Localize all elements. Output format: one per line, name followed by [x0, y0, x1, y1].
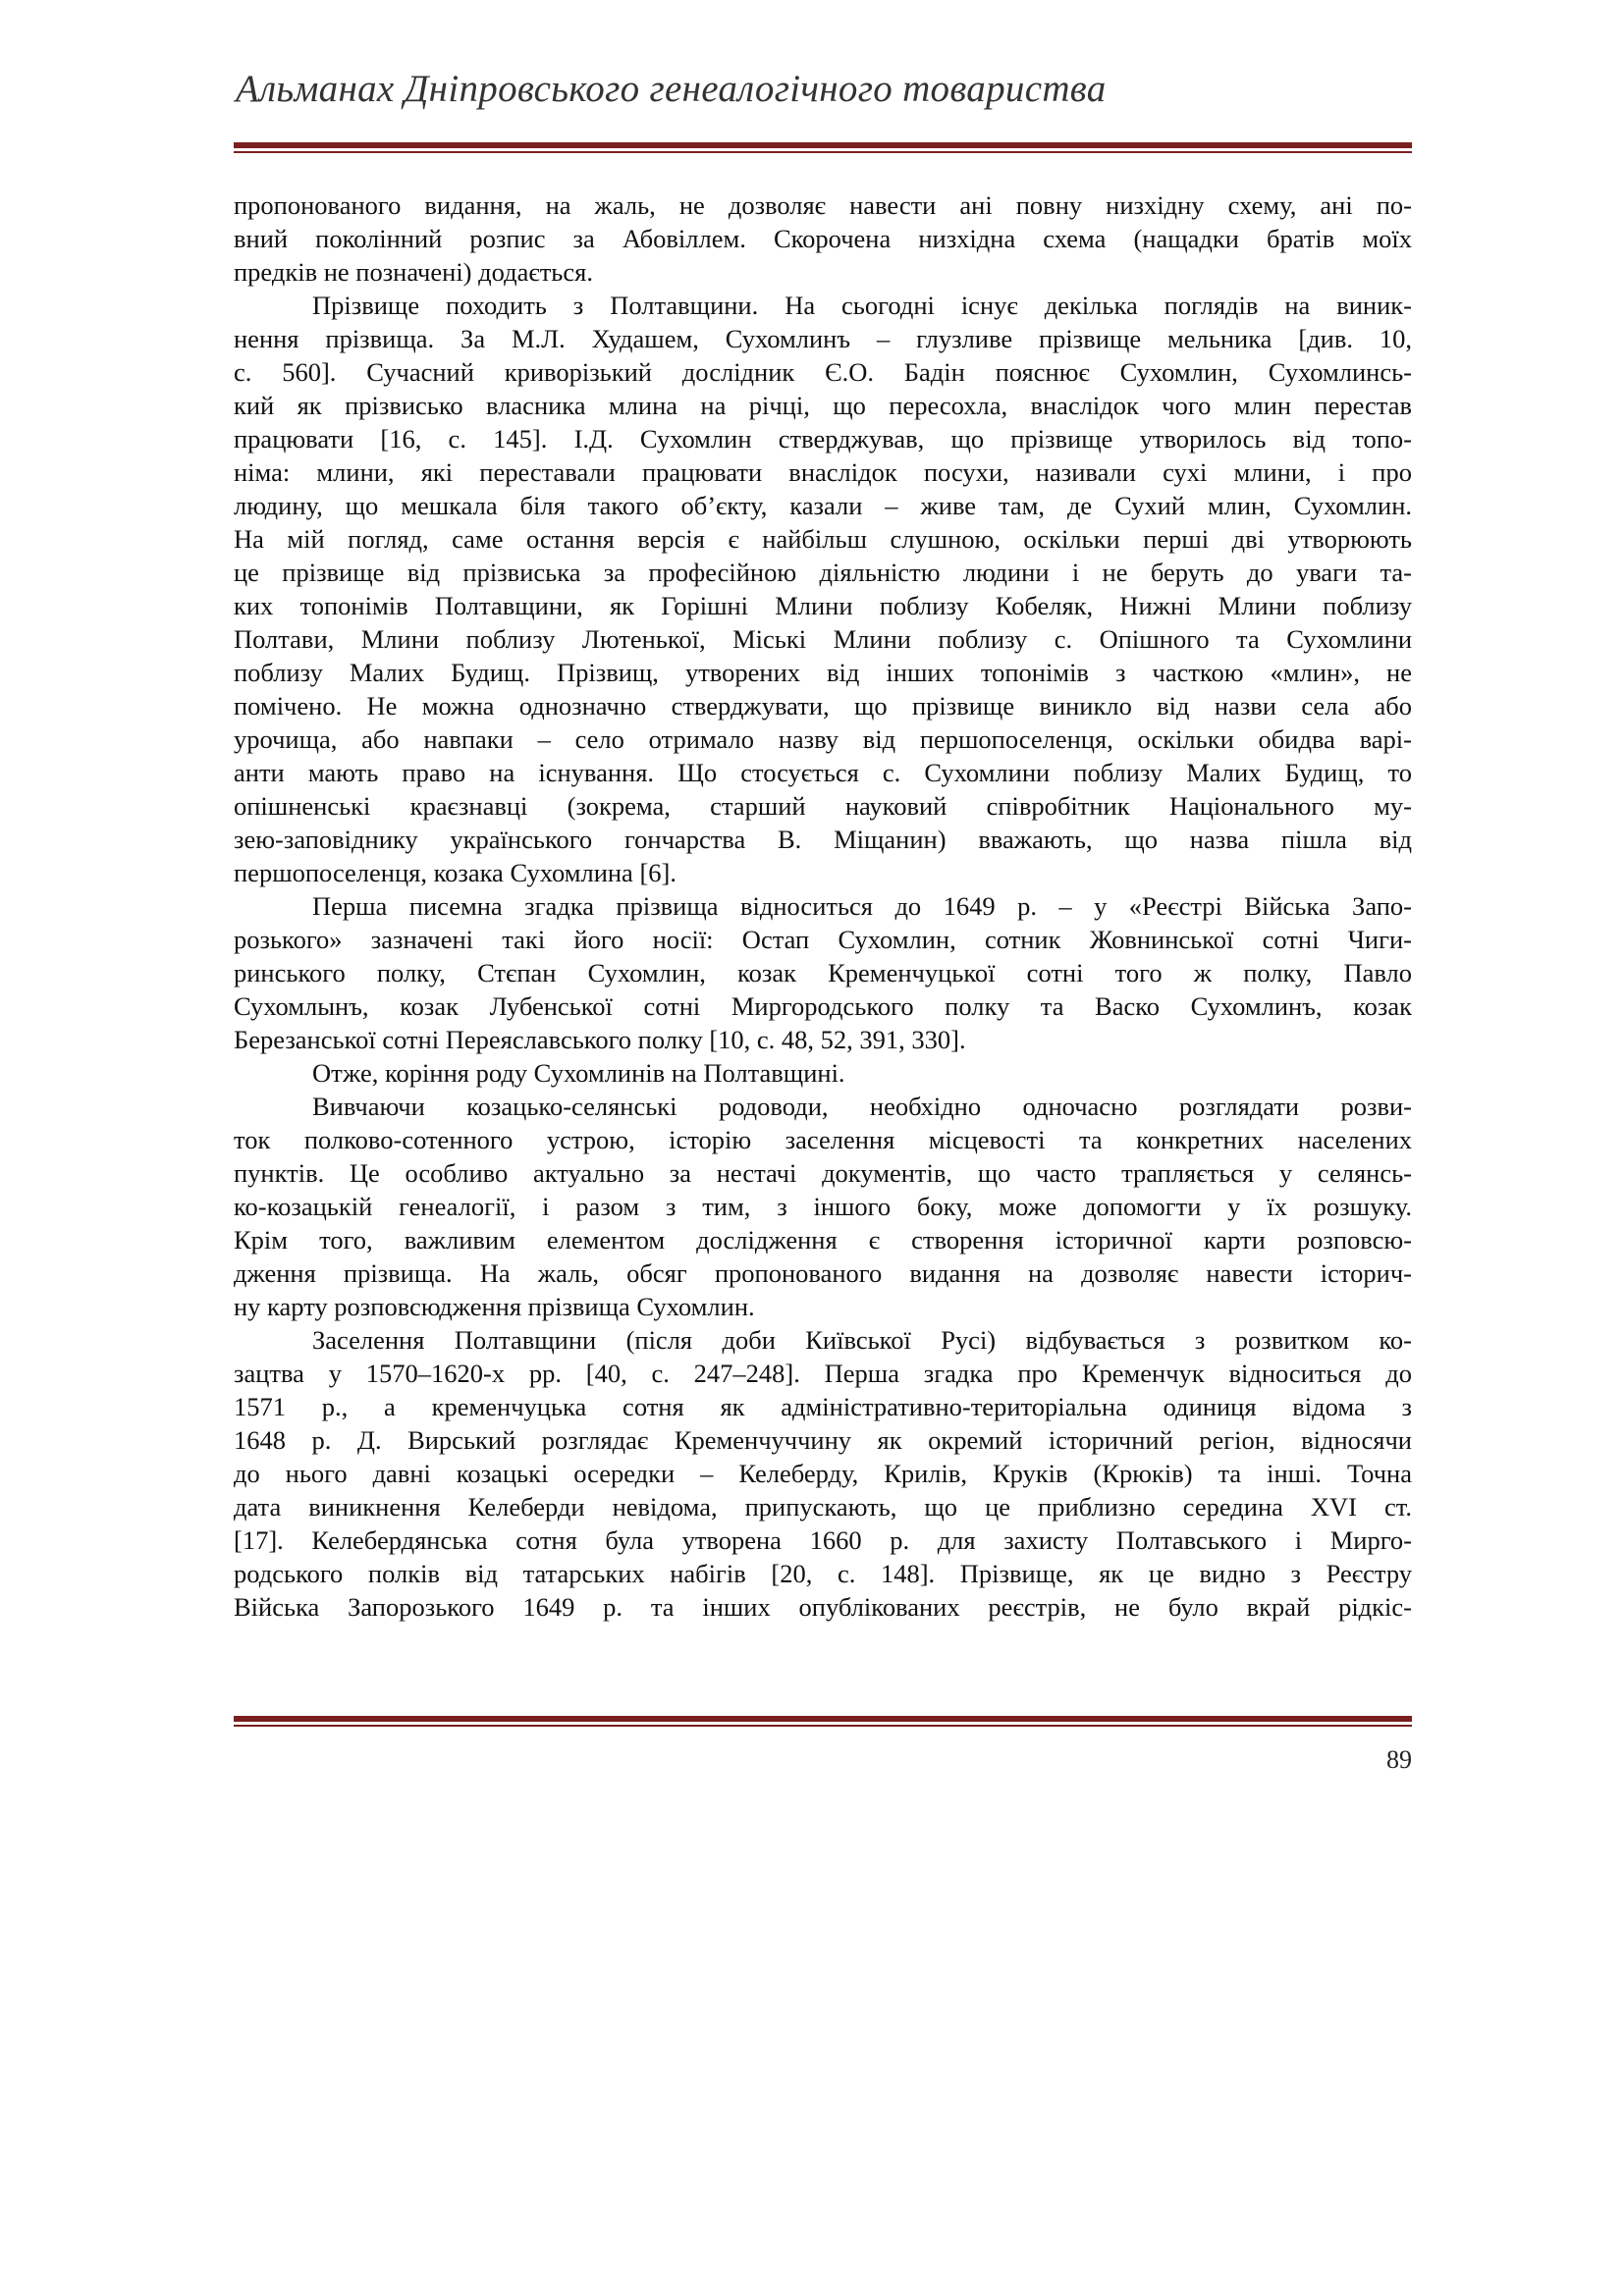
text-line: опішненські краєзнавці (зокрема, старший науковий співробітник Національного му- — [234, 791, 1412, 821]
text-line: зею-заповіднику українського гончарства В. Міщанин) вважають, що назва пішла від — [234, 825, 1412, 854]
text-line: це прізвище від прізвиська за професійною діяльністю людини і не беруть до уваги та- — [234, 558, 1412, 587]
text-line: Отже, коріння роду Сухомлинів на Полтавщині. — [312, 1058, 845, 1088]
text-line: Прізвище походить з Полтавщини. На сьогодні існує декілька поглядів на виник- — [312, 291, 1412, 320]
text-line: німа: млини, які переставали працювати внаслідок посухи, називали сухі млини, і про — [234, 457, 1412, 487]
text-line: Крім того, важливим елементом дослідження є створення історичної карти розповсю- — [234, 1225, 1412, 1255]
text-line: Вивчаючи козацько-селянські родоводи, необхідно одночасно розглядати розви- — [312, 1092, 1412, 1121]
text-line: людину, що мешкала біля такого об’єкту, казали – живе там, де Сухий млин, Сухомлин. — [234, 491, 1412, 520]
text-line: Полтави, Млини поблизу Лютенької, Міські Млини поблизу с. Опішного та Сухомлини — [234, 624, 1412, 654]
header-title: Альманах Дніпровського генеалогічного товариства — [236, 68, 1107, 110]
text-line: 1571 р., а кременчуцька сотня як адміністративно-територіальна одиниця відома з — [234, 1392, 1412, 1421]
text-line: розького» зазначені такі його носії: Остап Сухомлин, сотник Жовнинської сотні Чиги- — [234, 925, 1412, 954]
text-line: родського полків від татарських набігів [20, с. 148]. Прізвище, як це видно з Реєстру — [234, 1559, 1412, 1588]
text-line: ринського полку, Стєпан Сухомлин, козак Кременчуцької сотні того ж полку, Павло — [234, 958, 1412, 988]
text-line: ко-козацькій генеалогії, і разом з тим, з іншого боку, може допомогти у їх розшуку. — [234, 1192, 1412, 1221]
text-line: дження прізвища. На жаль, обсяг пропонованого видання на дозволяє навести історич- — [234, 1258, 1412, 1288]
text-line: зацтва у 1570–1620-х рр. [40, с. 247–248]. Перша згадка про Кременчук відноситься до — [234, 1359, 1412, 1388]
text-line: ких топонімів Полтавщини, як Горішні Млини поблизу Кобеляк, Нижні Млини поблизу — [234, 591, 1412, 620]
text-line: анти мають право на існування. Що стосується с. Сухомлини поблизу Малих Будищ, то — [234, 758, 1412, 787]
text-line: кий як прізвисько власника млина на річці, що пересохла, внаслідок чого млин перестав — [234, 391, 1412, 420]
page-number: 89 — [1386, 1745, 1412, 1774]
text-line: нення прізвища. За М.Л. Худашем, Сухомлинъ – глузливе прізвище мельника [див. 10, — [234, 324, 1412, 353]
body-text — [234, 188, 1412, 1624]
text-line: На мій погляд, саме остання версія є найбільш слушною, оскільки перші дві утворюють — [234, 524, 1412, 554]
text-line: Березанської сотні Переяславського полку [10, с. 48, 52, 391, 330]. — [234, 1025, 966, 1054]
text-line: предків не позначені) додається. — [234, 257, 593, 287]
text-line: урочища, або навпаки – село отримало назву від першопоселенця, оскільки обидва варі- — [234, 724, 1412, 754]
text-line: Перша писемна згадка прізвища відноситься до 1649 р. – у «Реєстрі Війська Запо- — [312, 891, 1412, 921]
text-line: ну карту розповсюдження прізвища Сухомлин. — [234, 1292, 755, 1321]
footer-rule — [234, 1716, 1412, 1727]
text-line: вний поколінний розпис за Абовіллем. Скорочена низхідна схема (нащадки братів моїх — [234, 224, 1412, 253]
text-line: [17]. Келебердянська сотня була утворена 1660 р. для захисту Полтавського і Мирго- — [234, 1525, 1412, 1555]
text-line: ток полково-сотенного устрою, історію заселення місцевості та конкретних населених — [234, 1125, 1412, 1154]
text-line: Сухомлынъ, козак Лубенської сотні Миргородського полку та Васко Сухомлинъ, козак — [234, 991, 1412, 1021]
text-line: до нього давні козацькі осередки – Келеберду, Крилів, Круків (Крюків) та інші. Точна — [234, 1459, 1412, 1488]
text-line: першопоселенця, козака Сухомлина [6]. — [234, 858, 677, 887]
text-line: пропонованого видання, на жаль, не дозволяє навести ані повну низхідну схему, ані по- — [234, 190, 1412, 220]
text-line: 1648 р. Д. Вирський розглядає Кременчуччину як окремий історичний регіон, відносячи — [234, 1425, 1412, 1455]
text-line: працювати [16, с. 145]. І.Д. Сухомлин стверджував, що прізвище утворилось від топо- — [234, 424, 1412, 454]
text-line: поблизу Малих Будищ. Прізвищ, утворених від інших топонімів з часткою «млин», не — [234, 658, 1412, 687]
text-line: Війська Запорозького 1649 р. та інших опублікованих реєстрів, не було вкрай рідкіс- — [234, 1592, 1412, 1622]
text-line: помічено. Не можна однозначно стверджувати, що прізвище виникло від назви села або — [234, 691, 1412, 721]
text-line: Заселення Полтавщини (після доби Київської Русі) відбувається з розвитком ко- — [312, 1325, 1412, 1355]
text-line: дата виникнення Келеберди невідома, припускають, що це приблизно середина XVI ст. — [234, 1492, 1412, 1522]
header-rule — [234, 142, 1412, 153]
text-line: пунктів. Це особливо актуально за нестачі документів, що часто трапляється у селянсь- — [234, 1158, 1412, 1188]
text-line: с. 560]. Сучасний криворізький дослідник Є.О. Бадін пояснює Сухомлин, Сухомлинсь- — [234, 357, 1412, 387]
